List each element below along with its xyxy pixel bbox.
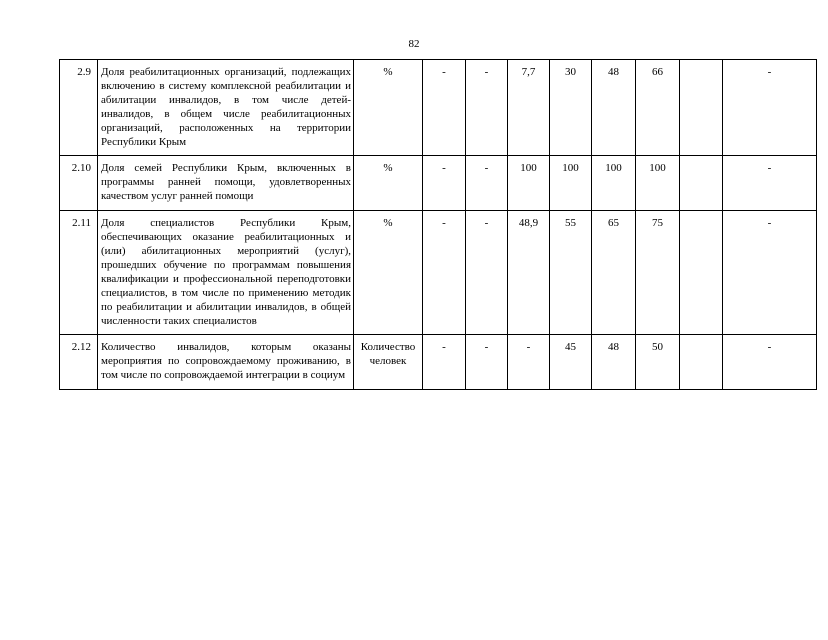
value-cell: 30 [550,60,592,156]
indicator-description: Доля специалистов Республики Крым, обеспечивающих оказание реабилитационных и (или) абилитационных мероприятий (услуг), прошедших обучение по программам повышения квалификации и профессиональной переподготовки специалистов, в том числе по применению методик по реабилитации и абилитации инвалидов, в общей численности таких специалистов [98,211,354,335]
indicator-description: Количество инвалидов, которым оказаны мероприятия по сопровождаемому проживанию, в том числе по сопровождаемой интеграции в социум [98,335,354,390]
value-cell [680,335,723,390]
unit-cell: Количество человек [354,335,423,390]
value-cell: - [466,60,508,156]
last-cell: - [723,156,817,211]
last-cell: - [723,335,817,390]
table-row [60,60,817,156]
value-cell: - [423,211,466,335]
value-cell: - [508,335,550,390]
indicator-description: Доля семей Республики Крым, включенных в программы ранней помощи, удовлетворенных качеством услуг ранней помощи [98,156,354,211]
value-cell: 75 [636,211,680,335]
value-cell: - [423,156,466,211]
value-cell [680,60,723,156]
value-cell: - [423,60,466,156]
value-cell: 45 [550,335,592,390]
last-cell: - [723,60,817,156]
value-cell: 65 [592,211,636,335]
page-number: 82 [408,38,420,50]
value-cell [680,156,723,211]
unit-cell: % [354,211,423,335]
table-row [60,156,817,211]
value-cell: 48,9 [508,211,550,335]
value-cell: 66 [636,60,680,156]
row-number: 2.10 [60,156,98,211]
value-cell: 100 [592,156,636,211]
indicators-table [59,59,817,390]
value-cell: - [423,335,466,390]
value-cell: - [466,211,508,335]
value-cell: 100 [636,156,680,211]
indicator-description: Доля реабилитационных организаций, подлежащих включению в систему комплексной реабилитации и абилитации инвалидов, в том числе детей-инвалидов, в общем числе реабилитационных организаций, расположенных на территории Республики Крым [98,60,354,156]
value-cell: 7,7 [508,60,550,156]
row-number: 2.9 [60,60,98,156]
row-number: 2.11 [60,211,98,335]
row-number: 2.12 [60,335,98,390]
value-cell: - [466,156,508,211]
value-cell: 100 [508,156,550,211]
unit-cell: % [354,156,423,211]
table-row [60,211,817,335]
last-cell: - [723,211,817,335]
value-cell: 100 [550,156,592,211]
value-cell: 48 [592,335,636,390]
table-row [60,335,817,390]
unit-cell: % [354,60,423,156]
value-cell: 48 [592,60,636,156]
value-cell: - [466,335,508,390]
value-cell: 50 [636,335,680,390]
value-cell: 55 [550,211,592,335]
value-cell [680,211,723,335]
